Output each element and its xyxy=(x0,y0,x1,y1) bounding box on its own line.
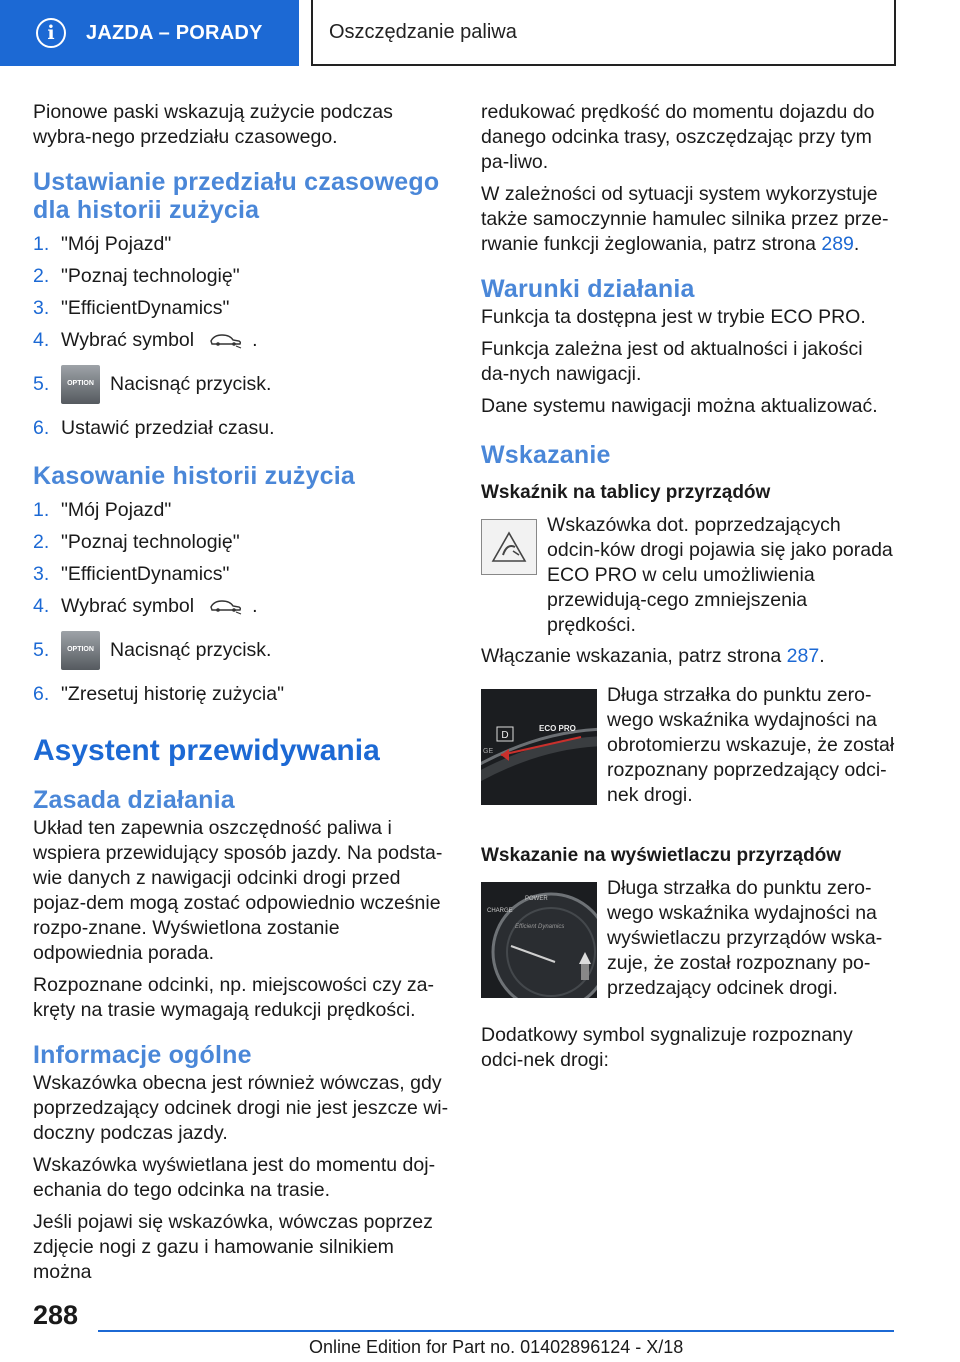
step-number: 6. xyxy=(33,683,50,705)
conditions-paragraph-3: Dane systemu nawigacji można aktualizować. xyxy=(481,395,878,417)
heading-assistant: Asystent przewidywania xyxy=(33,734,380,767)
conditions-paragraph-2: Funkcja zależna jest od aktualności i jakości da-nych nawigacji. xyxy=(481,338,863,385)
step-number: 5. xyxy=(33,373,50,395)
continued-paragraph: redukować prędkość do momentu dojazdu do danego odcinka trasy, oszczędzając przy tym pa-liwo. xyxy=(481,101,875,173)
left-column xyxy=(33,100,453,1292)
step-number: 4. xyxy=(33,329,50,351)
step-text: "Mój Pojazd" xyxy=(61,499,172,521)
page-header xyxy=(0,0,960,68)
step-text: Nacisnąć przycisk. xyxy=(110,373,272,395)
list-item xyxy=(33,558,453,590)
coasting-paragraph xyxy=(481,182,896,257)
heading-conditions: Warunki działania xyxy=(481,275,695,303)
ge-label: GE xyxy=(483,748,494,755)
list-item xyxy=(33,622,453,678)
heading-display: Wskazanie xyxy=(481,441,611,469)
heading-instrument-display: Wskazanie na wyświetlaczu przyrządów xyxy=(481,845,842,866)
step-dot: . xyxy=(252,595,258,617)
step-text: "Poznaj technologię" xyxy=(61,265,240,287)
power-label: POWER xyxy=(525,896,548,902)
page-link-289[interactable]: 289 xyxy=(821,233,854,255)
efficiency-gauge-illustration xyxy=(481,882,597,998)
footer-divider xyxy=(98,1330,894,1332)
step-number: 6. xyxy=(33,417,50,439)
instrument-display-photo xyxy=(481,882,597,998)
gear-d-label: D xyxy=(501,730,509,741)
step-number: 1. xyxy=(33,233,50,255)
heading-general: Informacje ogólne xyxy=(33,1041,252,1069)
steps-interval-list xyxy=(33,228,453,444)
tachometer-illustration xyxy=(481,689,597,805)
heading-principle: Zasada działania xyxy=(33,786,235,814)
step-text: "EfficientDynamics" xyxy=(61,297,230,319)
instrument-figure-text: Długa strzałka do punktu zero-wego wskaźnika wydajności na wyświetlaczu przyrządów wska-zuje, że został rozpoznany po-przedzający odcinek drogi. xyxy=(607,877,883,999)
option-button-icon: OPTION xyxy=(61,631,100,670)
coasting-text: W zależności od sytuacji system wykorzystuje także samoczynnie hamulec silnika przez prze-rwanie funkcji żeglowania, patrz strona xyxy=(481,183,889,255)
list-item xyxy=(33,412,453,444)
step-text: Wybrać symbol xyxy=(61,329,195,351)
general-paragraph-1: Wskazówka obecna jest również wówczas, gdy poprzedzający odcinek drogi nie jest jeszcze wi-doczny podczas jazdy. xyxy=(33,1072,449,1144)
step-number: 2. xyxy=(33,265,50,287)
enable-text: Włączanie wskazania, patrz strona xyxy=(481,645,787,667)
step-dot: . xyxy=(252,329,258,351)
step-text: Nacisnąć przycisk. xyxy=(110,639,272,661)
section-tab xyxy=(0,0,299,66)
principle-paragraph-1: Układ ten zapewnia oszczędność paliwa i wspiera przewidujący sposób jazdy. Na podsta-wie danych z nawigacji odcinki drogi przed pojaz-dem mogą zostać odpowiednio wcześnie rozpo-znane. Wyświetlona zostanie odpowiednia porada. xyxy=(33,817,443,964)
chapter-title-box xyxy=(311,0,896,66)
step-text: "Mój Pojazd" xyxy=(61,233,172,255)
chapter-title: Oszczędzanie paliwa xyxy=(329,20,517,43)
enable-dot: . xyxy=(819,645,825,667)
cluster-hint-block xyxy=(481,514,896,638)
cluster-hint-text: Wskazówka dot. poprzedzających odcin-ków drogi pojawia się jako porada ECO PRO w celu umożliwienia przewidują-cego zmniejszenia prędkości. xyxy=(547,514,893,636)
heading-reset: Kasowanie historii zużycia xyxy=(33,462,355,490)
list-item xyxy=(33,260,453,292)
step-text: "Zresetuj historię zużycia" xyxy=(61,683,285,705)
extra-symbol-paragraph: Dodatkowy symbol sygnalizuje rozpoznany odci-nek drogi: xyxy=(481,1024,853,1071)
eco-hint-warning-icon xyxy=(481,519,537,575)
option-button-icon: OPTION xyxy=(61,365,100,404)
tachometer-figure-text: Długa strzałka do punktu zero-wego wskaźnika wydajności na obrotomierzu wskazuje, że został rozpoznany poprzedzający odci-nek drogi. xyxy=(607,684,895,806)
enable-paragraph xyxy=(481,644,896,669)
principle-paragraph-2: Rozpoznane odcinki, np. miejscowości czy za-kręty na trasie wymagają redukcji prędkości. xyxy=(33,974,435,1021)
page-link-287[interactable]: 287 xyxy=(786,645,820,667)
step-text: Wybrać symbol xyxy=(61,595,195,617)
tachometer-photo xyxy=(481,689,597,805)
step-number: 3. xyxy=(33,297,50,319)
list-item xyxy=(33,292,453,324)
right-column xyxy=(481,100,896,1080)
list-item xyxy=(33,228,453,260)
general-paragraph-2: Wskazówka wyświetlana jest do momentu doj-echania do tego odcinka na trasie. xyxy=(33,1154,436,1201)
step-number: 2. xyxy=(33,531,50,553)
step-number: 4. xyxy=(33,595,50,617)
list-item xyxy=(33,494,453,526)
step-number: 1. xyxy=(33,499,50,521)
charge-label: CHARGE xyxy=(487,908,513,914)
step-number: 3. xyxy=(33,563,50,585)
coasting-dot: . xyxy=(853,233,860,255)
instrument-figure-block xyxy=(481,877,896,1001)
efficient-dynamics-label: Efficient Dynamics xyxy=(515,924,565,930)
list-item xyxy=(33,356,453,412)
list-item xyxy=(33,526,453,558)
list-item xyxy=(33,590,453,622)
heading-cluster: Wskaźnik na tablicy przyrządów xyxy=(481,482,771,503)
foot-off-gas-icon xyxy=(489,529,529,565)
list-item xyxy=(33,678,453,710)
car-efficiency-icon xyxy=(208,331,244,349)
step-text: "Poznaj technologię" xyxy=(61,531,240,553)
section-label: JAZDA – PORADY xyxy=(86,21,263,44)
conditions-paragraph-1: Funkcja ta dostępna jest w trybie ECO PRO. xyxy=(481,306,866,328)
general-paragraph-3: Jeśli pojawi się wskazówka, wówczas poprzez zdjęcie nogi z gazu i hamowanie silnikiem można xyxy=(33,1211,433,1283)
tachometer-figure-block xyxy=(481,684,896,808)
edition-note: Online Edition for Part no. 01402896124 - X/18 xyxy=(309,1337,684,1357)
list-item xyxy=(33,324,453,356)
heading-interval: Ustawianie przedziału czasowego dla historii zużycia xyxy=(33,168,440,224)
eco-pro-label: ECO PRO xyxy=(539,724,576,733)
car-efficiency-icon xyxy=(208,597,244,615)
intro-paragraph: Pionowe paski wskazują zużycie podczas wybra-nego przedziału czasowego. xyxy=(33,101,393,148)
page-number: 288 xyxy=(33,1300,79,1330)
info-icon: i xyxy=(36,18,66,48)
step-text: "EfficientDynamics" xyxy=(61,563,230,585)
step-number: 5. xyxy=(33,639,50,661)
step-text: Ustawić przedział czasu. xyxy=(61,417,275,439)
steps-reset-list xyxy=(33,494,453,710)
